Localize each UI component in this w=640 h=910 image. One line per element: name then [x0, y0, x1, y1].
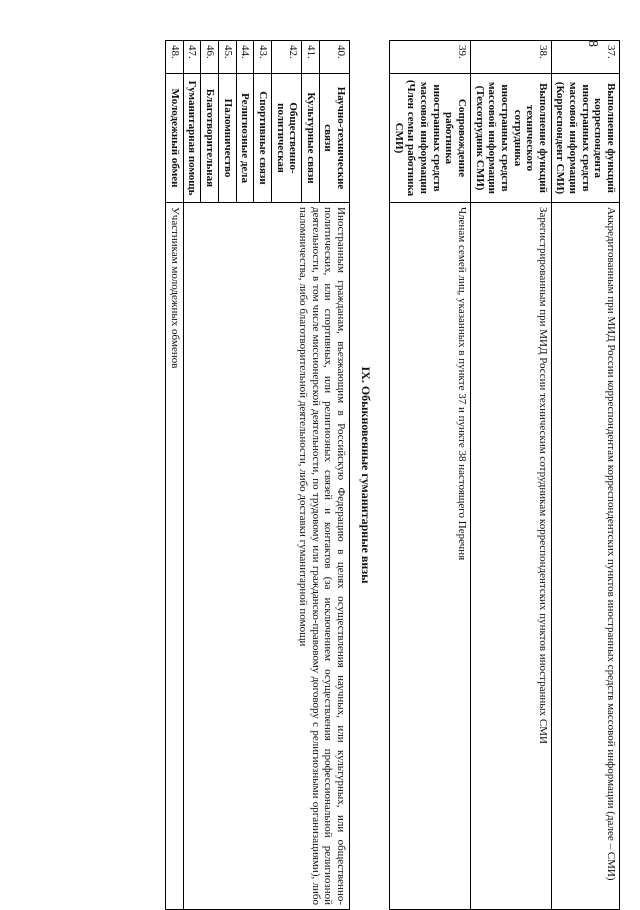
row-number: 48.: [166, 41, 184, 74]
row-number: 46.: [201, 41, 219, 74]
visa-recipients: Аккредитованным при МИД России корреспондентам корреспондентских пунктов иностранных средств массовой информации (далее – СМИ): [551, 203, 619, 910]
visa-purpose: Сопровождение работника иностранных средств массовой информации (Член семьи работника СМИ): [390, 74, 471, 203]
rotated-page-content: [75, 40, 620, 910]
row-number: 40.: [319, 41, 349, 74]
visa-recipients: Иностранным гражданам, въезжающим в Российскую Федерацию в целях осуществления научных, или культурных, или общественно-политических, или спортивных, или религиозных связей и контактов (за исключением осуществления профессиональной религиозной деятельности, в том числе миссионерской деятельности, по трудовому или гражданско-правовому договору с религиозными организациями), либо паломничества, либо благотворительной деятельности, либо доставки гуманитарной помощи: [183, 203, 349, 910]
table-row: [166, 41, 184, 910]
row-number: 44.: [236, 41, 254, 74]
visa-table-section-ix: [165, 40, 350, 910]
row-number: 38.: [470, 41, 551, 74]
section-title: IX. Обыкновенные гуманитарные визы: [359, 366, 374, 584]
visa-purpose: Выполнение функций корреспондента иностранных средств массовой информации (Корреспондент СМИ): [551, 74, 619, 203]
visa-purpose: Общественно-политическая: [271, 74, 301, 203]
page-number: 8: [585, 40, 600, 47]
visa-table-section-viii: [389, 40, 620, 910]
row-number: 47.: [183, 41, 201, 74]
row-number: 43.: [254, 41, 272, 74]
visa-purpose: Научно-технические связи: [319, 74, 349, 203]
row-number: 42.: [271, 41, 301, 74]
visa-purpose: Молодежный обмен: [166, 74, 184, 203]
visa-purpose: Религиозные дела: [236, 74, 254, 203]
visa-purpose: Паломничество: [218, 74, 236, 203]
table-row: [390, 41, 471, 910]
table-row: [470, 41, 551, 910]
table-row: [319, 41, 349, 910]
table-row: [551, 41, 619, 910]
row-number: 41.: [302, 41, 320, 74]
visa-recipients: Участникам молодежных обменов: [166, 203, 184, 910]
visa-purpose: Гуманитарная помощь: [183, 74, 201, 203]
visa-purpose: Культурные связи: [302, 74, 320, 203]
visa-recipients: Членам семей лиц, указанных в пункте 37 и пункте 38 настоящего Перечня: [390, 203, 471, 910]
row-number: 37.: [551, 41, 619, 74]
visa-purpose: Выполнение функций технического сотрудника иностранных средств массовой информации (Техсотрудник СМИ): [470, 74, 551, 203]
visa-recipients: Зарегистрированным при МИД России техническим сотрудникам корреспондентских пунктов иностранных СМИ: [470, 203, 551, 910]
visa-purpose: Благотворительная: [201, 74, 219, 203]
visa-purpose: Спортивные связи: [254, 74, 272, 203]
row-number: 45.: [218, 41, 236, 74]
row-number: 39.: [390, 41, 471, 74]
